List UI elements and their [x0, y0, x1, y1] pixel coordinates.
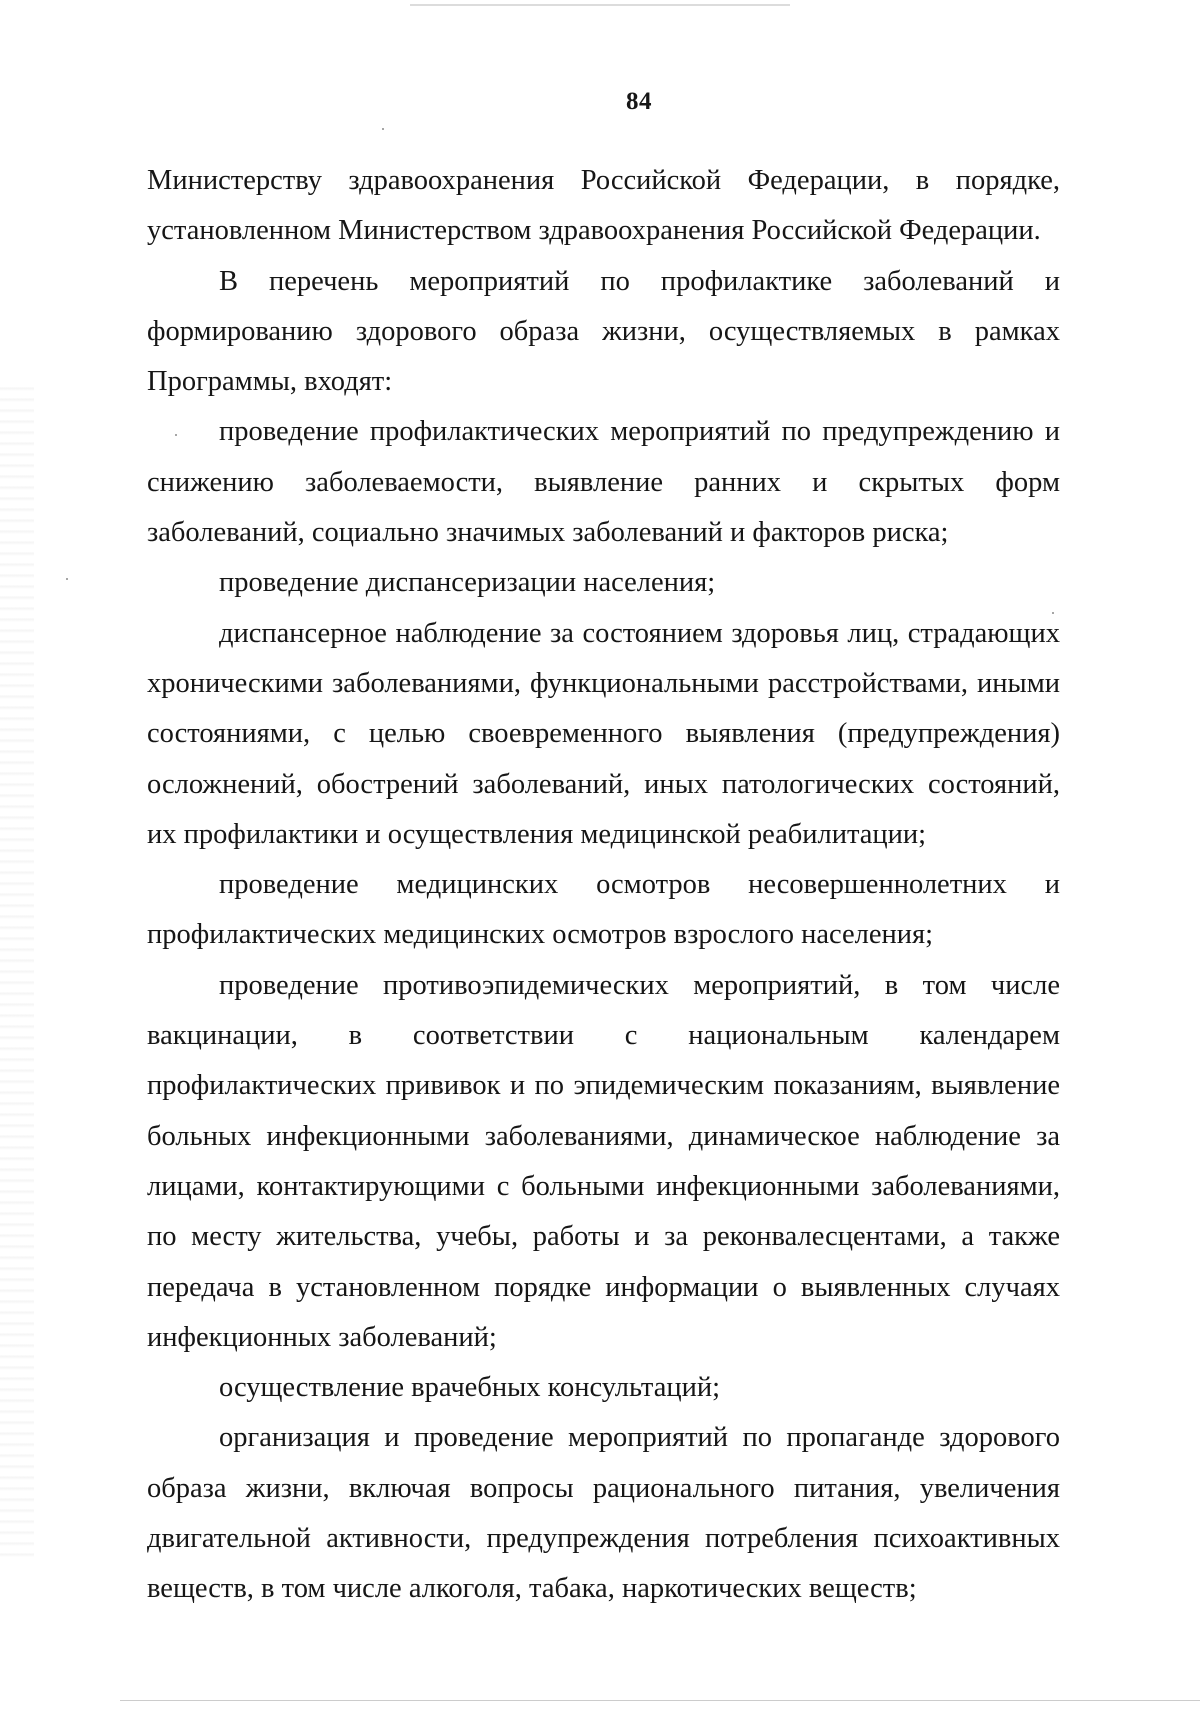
list-item: диспансерное наблюдение за состоянием здоровья лиц, страдающих хроническими заболеваниями, функциональными расстройствами, иными состояниями, с целью своевременного выявления (предупреждения) осложнений, обострений заболеваний, иных патологических состояний, их профилактики и осуществления медицинской реабилитации; — [147, 617, 1060, 850]
scan-artifact-dot — [382, 128, 384, 130]
scan-artifact-top — [410, 4, 790, 6]
page-number: 84 — [626, 88, 652, 115]
paragraph-continuation: Министерству здравоохранения Российской Федерации, в порядке, установленном Министерством здравоохранения Российской Федерации. — [147, 165, 1060, 247]
document-body — [147, 156, 1060, 1615]
list-item: осуществление врачебных консультаций; — [219, 1372, 721, 1404]
list-item: проведение диспансеризации населения; — [219, 567, 716, 599]
list-item: проведение противоэпидемических мероприятий, в том числе вакцинации, в соответствии с национальным календарем профилактических прививок и по эпидемическим показаниям, выявление больных инфекционными заболеваниями, динамическое наблюдение за лицами, контактирующими с больными инфекционными заболеваниями, по месту жительства, учебы, работы и за реконвалесцентами, а также передача в установленном порядке информации о выявленных случаях инфекционных заболеваний; — [147, 969, 1060, 1353]
scan-artifact-bottom — [120, 1700, 1200, 1701]
list-item: проведение профилактических мероприятий по предупреждению и снижению заболеваемости, выявление ранних и скрытых форм заболеваний, социально значимых заболеваний и факторов риска; — [147, 416, 1060, 549]
scan-artifact-dot — [66, 578, 68, 580]
scan-edge-noise — [0, 380, 34, 1560]
paragraph-intro: В перечень мероприятий по профилактике заболеваний и формированию здорового образа жизни, осуществляемых в рамках Программы, входят: — [147, 265, 1060, 398]
list-item: проведение медицинских осмотров несовершеннолетних и профилактических медицинских осмотров взрослого населения; — [147, 869, 1060, 951]
list-item: организация и проведение мероприятий по пропаганде здорового образа жизни, включая вопросы рационального питания, увеличения двигательной активности, предупреждения потребления психоактивных веществ, в том числе алкоголя, табака, наркотических веществ; — [147, 1422, 1060, 1605]
